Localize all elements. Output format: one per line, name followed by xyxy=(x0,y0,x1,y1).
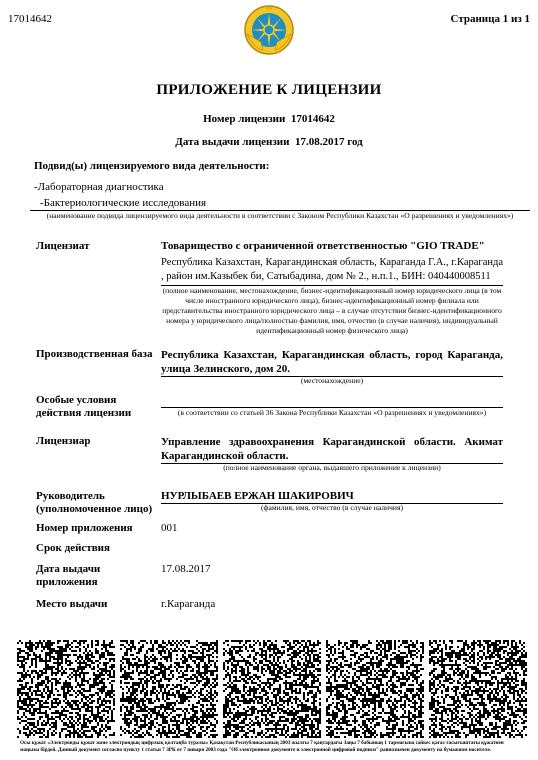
licensor-value: Управление здравоохранения Карагандинской области. Акимат Карагандинской области. xyxy=(161,436,503,462)
validity-label: Срок действия xyxy=(36,542,110,554)
special-conditions-label: Особые условия действия лицензии xyxy=(36,394,132,419)
appendix-number-label: Номер приложения xyxy=(36,522,133,534)
production-base-value: Республика Казахстан, Карагандинская область, город Караганда, улица Зелинского, дом 20. xyxy=(161,349,503,375)
head-note: (фамилия, имя, отчество (в случае наличия) xyxy=(261,503,403,512)
licensee-name: Товарищество с ограниченной ответственностью "GIO TRADE" xyxy=(161,240,485,252)
document-number: 17014642 xyxy=(8,13,52,25)
issue-date-line xyxy=(0,136,538,148)
licensor-label: Лицензиар xyxy=(36,435,91,447)
document-title: ПРИЛОЖЕНИЕ К ЛИЦЕНЗИИ xyxy=(156,82,382,98)
footer-legal-note: Осы құжат «Электронды құжат және электрондық цифрлық қолтаңба туралы» Қазақстан Республикасының 2003 жылғы 7 қаңтардағы Заңы 7 бабының 1 тармағына сәйкес қағаз тасығыштағы құжатпен маңызы бірдей. Данный документ согласно пункту 1 статьи 7 ЗРК от 7 января 2003 года "Об электронном документе и электронной цифровой подписи" равнозначен документу на бумажном носителе. xyxy=(20,740,504,753)
licensee-address: Республика Казахстан, Карагандинская область, Караганда Г.А., г.Караганда , район им.Казыбек би, Сатыбадина, дом № 2., н.п.1., БИН: 040440008511 xyxy=(161,257,503,282)
issue-place-value: г.Караганда xyxy=(161,598,216,610)
qr-code-icon xyxy=(223,640,321,738)
subtype-item: -Лабораторная диагностика xyxy=(34,181,164,193)
license-number-label: Номер лицензии xyxy=(203,113,286,125)
special-conditions-note: (в соответствии со статьей 36 Закона Республики Казахстан «О разрешениях и уведомлениях») xyxy=(177,408,487,417)
appendix-date-label: Дата выдачи приложения xyxy=(36,563,101,588)
qr-code-icon xyxy=(429,640,527,738)
page-indicator: Страница 1 из 1 xyxy=(450,13,530,25)
subtypes-label: Подвид(ы) лицензируемого вида деятельности: xyxy=(34,160,270,172)
state-emblem-icon xyxy=(243,4,295,56)
qr-code-icon xyxy=(326,640,424,738)
issue-date-label: Дата выдачи лицензии xyxy=(175,136,290,148)
licensor-note: (полное наименование органа, выдавшего приложение к лицензии) xyxy=(223,463,441,472)
issue-place-label: Место выдачи xyxy=(36,598,108,610)
qr-code-icon xyxy=(120,640,218,738)
license-number: 17014642 xyxy=(290,113,335,125)
subtype-item: -Бактериологические исследования xyxy=(40,197,207,209)
appendix-number-value: 001 xyxy=(161,522,178,534)
subtypes-note: (наименование подвида лицензируемого вида деятельности в соответствии с Законом Республики Казахстан «О разрешениях и уведомлениях») xyxy=(46,211,514,220)
licensee-note: (полное наименование, местонахождение, бизнес-идентификационный номер юридического лица (в том числе иностранного юридического лица), бизнес-идентификационный номер филиала или представительства иностранного юридического лица – в случае отсутствия бизнес-идентификационного номера у юридического лица/полностью фамилия, имя, отчество (в случае наличия), индивидуальный идентификационный номер физического лица) xyxy=(162,286,502,335)
qr-code-icon xyxy=(17,640,115,738)
head-value: НУРЛЫБАЕВ ЕРЖАН ШАКИРОВИЧ xyxy=(161,490,354,502)
production-base-label: Производственная база xyxy=(36,348,153,360)
production-base-note: (местонахождение) xyxy=(300,376,364,385)
licensee-label: Лицензиат xyxy=(36,240,90,252)
license-number-line xyxy=(0,113,538,125)
appendix-date-value: 17.08.2017 xyxy=(161,563,211,575)
issue-date: 17.08.2017 год xyxy=(294,136,363,148)
head-label: Руководитель (уполномоченное лицо) xyxy=(36,490,153,515)
